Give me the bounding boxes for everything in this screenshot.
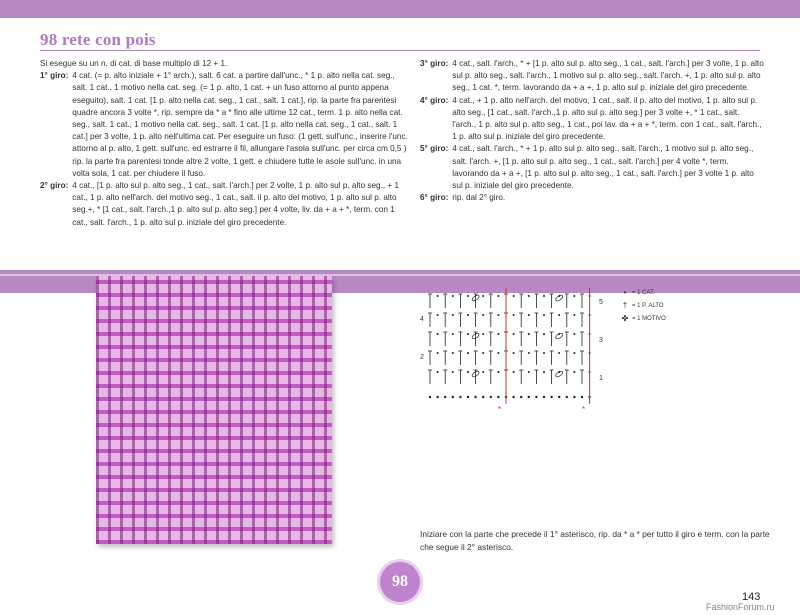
page-title: 98 rete con pois bbox=[40, 30, 156, 49]
chain-stitch bbox=[482, 352, 484, 354]
chain-stitch bbox=[467, 314, 469, 316]
chain-stitch bbox=[452, 295, 454, 297]
chain-stitch bbox=[543, 352, 545, 354]
chain-stitch bbox=[497, 333, 499, 335]
motif-icon: ✤ bbox=[621, 314, 629, 323]
chain-stitch bbox=[429, 396, 431, 398]
repeat-marker-left: * bbox=[498, 405, 502, 414]
chain-stitch bbox=[512, 396, 514, 398]
round-3 bbox=[420, 58, 765, 95]
page-number: 143 bbox=[742, 591, 761, 603]
chain-stitch bbox=[573, 396, 575, 398]
repeat-marker-right: * bbox=[582, 405, 586, 414]
round-label: 6° giro: bbox=[420, 193, 449, 203]
chain-stitch bbox=[482, 333, 484, 335]
row-number-5: 5 bbox=[599, 299, 603, 306]
round-5 bbox=[420, 143, 765, 192]
chart-legend bbox=[618, 286, 728, 336]
chain-stitch bbox=[543, 396, 545, 398]
chain-stitch bbox=[550, 396, 552, 398]
round-1 bbox=[40, 70, 410, 180]
chain-stitch bbox=[497, 352, 499, 354]
round-6 bbox=[420, 192, 765, 204]
chain-stitch bbox=[482, 314, 484, 316]
round-label: 3° giro: bbox=[420, 59, 449, 68]
chain-stitch bbox=[467, 352, 469, 354]
round-text: 4 cat., + 1 p. alto nell'arch. del motivo, 1 cat., salt. il p. alto del motivo, 1 p. alto sul p. alto seg., [1 cat., salt. l'arch.,1 p. alto sul p. alto seg.] per 3 volte +, * 1 cat., salt. l'arch., 1 p. alto sul p. alto seg., 1 cat., poi lav. da + a + *, term. con 1 cat., salt. l'arch., 1 p. alto sul p. iniziale del giro precedente. bbox=[452, 95, 762, 142]
intro-text: Si esegue su un n. di cat. di base multiplo di 12 + 1. bbox=[40, 59, 228, 68]
chain-stitch bbox=[497, 295, 499, 297]
round-text: 4 cat., salt. l'arch., * + 1 p. alto sul p. alto seg., salt. l'arch., 1 motivo sul p. alto seg., salt. l'arch. +, [1 p. alto sul p. alto seg., 1 cat., salt. l'arch.] per 4 volte *, term. lavorando da + a +, [1 p. alto sul p. alto seg., 1 cat., salt. l'arch.] per 3 volte 1 p. alto sul p. iniziale del giro precedente. bbox=[452, 144, 754, 191]
watermark: FashionForum.ru bbox=[706, 602, 775, 612]
chain-stitch bbox=[543, 333, 545, 335]
chain-stitch bbox=[528, 396, 530, 398]
chain-stitch bbox=[452, 396, 454, 398]
chain-icon: • bbox=[623, 288, 627, 297]
chain-stitch bbox=[581, 396, 583, 398]
chain-stitch bbox=[513, 295, 515, 297]
round-text: 4 cat. (= p. alto iniziale + 1° arch.), salt. 6 cat. a partire dall'unc., * 1 p. alto nella cat. seg., salt. 1 cat., 1 motivo nella cat. seg. (= 1 p. alto, 1 cat. + un fuso attorno al punto appena eseguito), salt. 1 cat. [1 p. alto nella cat. seg., 1 cat., salt. 1 cat.], rip. la parte fra parentesi quadre ancora 3 volte *, rip. sempre da * a * fino alle ultime 12 cat., term. 1 p. alto nella cat. seg., salt. 1 cat., 1 motivo nella cat. seg., salt. 1 cat. [1 p. alto nella cat. seg., 1 cat., salt. 1 cat.] per 3 volte, 1 p. alto nell'ultima cat. Per eseguire un fuso: (1 gett. sull'unc., inserire l'unc. attorno al p. alto, 1 gett. sull'unc. ed estrarre il fil, allungare l'asola sull'unc. per circa cm 0,5 ) rip. la parte fra parentesi tonde altre 2 volte, 1 gett. e chiudere tutte le asole sull'unc. in una volta sola, 1 cat. per chiudere il fuso. bbox=[72, 71, 408, 178]
chain-stitch bbox=[528, 295, 530, 297]
chain-stitch bbox=[528, 314, 530, 316]
chain-stitch bbox=[490, 396, 492, 398]
chain-stitch bbox=[452, 314, 454, 316]
chain-stitch bbox=[513, 314, 515, 316]
chain-stitch bbox=[437, 371, 439, 373]
chain-stitch bbox=[566, 396, 568, 398]
chain-stitch bbox=[543, 314, 545, 316]
chain-stitch bbox=[543, 295, 545, 297]
chain-stitch bbox=[558, 352, 560, 354]
instructions-left-column bbox=[40, 58, 410, 229]
chart-note: Iniziare con la parte che precede il 1° asterisco, rip. da * a * per tutto il giro e term. con la parte che segue il 2° asterisco. bbox=[420, 529, 770, 552]
chain-stitch bbox=[573, 333, 575, 335]
chain-stitch bbox=[437, 295, 439, 297]
round-label: 1° giro: bbox=[40, 71, 69, 81]
title-divider bbox=[40, 50, 760, 51]
chain-stitch bbox=[474, 396, 476, 398]
chain-stitch bbox=[520, 396, 522, 398]
instructions-right-column bbox=[420, 58, 765, 204]
round-label: 5° giro: bbox=[420, 144, 449, 154]
round-label: 4° giro: bbox=[420, 95, 449, 105]
chain-stitch bbox=[535, 396, 537, 398]
chain-stitch bbox=[543, 371, 545, 373]
round-text: rip. dal 2° giro. bbox=[452, 193, 506, 203]
round-label: 2° giro: bbox=[40, 181, 69, 191]
chain-stitch bbox=[467, 333, 469, 335]
row-number-2: 2 bbox=[420, 354, 424, 361]
row-number-4: 4 bbox=[420, 316, 424, 323]
chain-stitch bbox=[467, 371, 469, 373]
chain-stitch bbox=[528, 333, 530, 335]
chain-stitch bbox=[482, 295, 484, 297]
legend-item-double bbox=[618, 299, 728, 312]
legend-label: = 1 MOTIVO bbox=[632, 315, 666, 322]
round-text: 4 cat., [1 p. alto sul p. alto seg., 1 cat., salt. l'arch.] per 2 volte, 1 p. alto sul p. alto seg., + 1 cat., 1 p. alto nell'arch. del motivo seg., 1 cat., salt. il p. alto del motivo, 1 p. alto sul p. alto seg.+, * [1 cat., salt. l'arch.,1 p. alto sul p. alto seg.] per 4 volte, liv. da + a + *, term. con 1 cat., salt. l'arch., 1 p. alto sul p. iniziale del giro precedente. bbox=[72, 181, 400, 227]
chain-stitch bbox=[452, 352, 454, 354]
round-2 bbox=[40, 180, 410, 229]
chain-stitch bbox=[497, 371, 499, 373]
chain-stitch bbox=[437, 333, 439, 335]
row-number-3: 3 bbox=[599, 337, 603, 344]
chain-stitch bbox=[482, 371, 484, 373]
chain-stitch bbox=[528, 352, 530, 354]
chain-stitch bbox=[497, 314, 499, 316]
round-4 bbox=[420, 95, 765, 144]
chain-stitch bbox=[452, 371, 454, 373]
pattern-number-badge: 98 bbox=[380, 562, 420, 602]
chain-stitch bbox=[513, 371, 515, 373]
chain-stitch bbox=[558, 314, 560, 316]
double-crochet-icon: † bbox=[622, 301, 628, 310]
chain-stitch bbox=[513, 352, 515, 354]
legend-label: = 1 CAT. bbox=[632, 289, 655, 296]
chain-stitch bbox=[497, 396, 499, 398]
legend-item-motif bbox=[618, 312, 728, 325]
chain-stitch bbox=[573, 371, 575, 373]
chain-stitch bbox=[467, 396, 469, 398]
chain-stitch bbox=[452, 333, 454, 335]
chain-stitch bbox=[573, 295, 575, 297]
crochet-swatch-photo bbox=[96, 276, 332, 544]
legend-label: = 1 P. ALTO bbox=[632, 302, 664, 309]
top-color-bar bbox=[0, 0, 800, 18]
legend-item-chain bbox=[618, 286, 728, 299]
chain-stitch bbox=[573, 314, 575, 316]
chain-stitch bbox=[459, 396, 461, 398]
chain-stitch bbox=[558, 396, 560, 398]
chain-stitch bbox=[467, 295, 469, 297]
chain-stitch bbox=[444, 396, 446, 398]
chain-stitch bbox=[437, 314, 439, 316]
round-text: 4 cat., salt. l'arch., * + [1 p. alto sul p. alto seg., 1 cat., salt. l'arch.] per 3 volte, 1 p. alto sul p. alto seg., salt. l'arch., 1 motivo sul p. alto seg., salt. l'arch. +, 1 p. alto sul p. alto seg., 1 cat. *, term. lavorando da + a +, 1 p. alto sul p. iniziale del giro precedente. bbox=[452, 59, 764, 93]
chain-stitch bbox=[436, 396, 438, 398]
chain-stitch bbox=[513, 333, 515, 335]
chain-stitch bbox=[528, 371, 530, 373]
row-number-1: 1 bbox=[599, 375, 603, 382]
chain-stitch bbox=[573, 352, 575, 354]
chain-stitch bbox=[482, 396, 484, 398]
stitch-chart bbox=[418, 286, 618, 416]
chain-stitch bbox=[437, 352, 439, 354]
